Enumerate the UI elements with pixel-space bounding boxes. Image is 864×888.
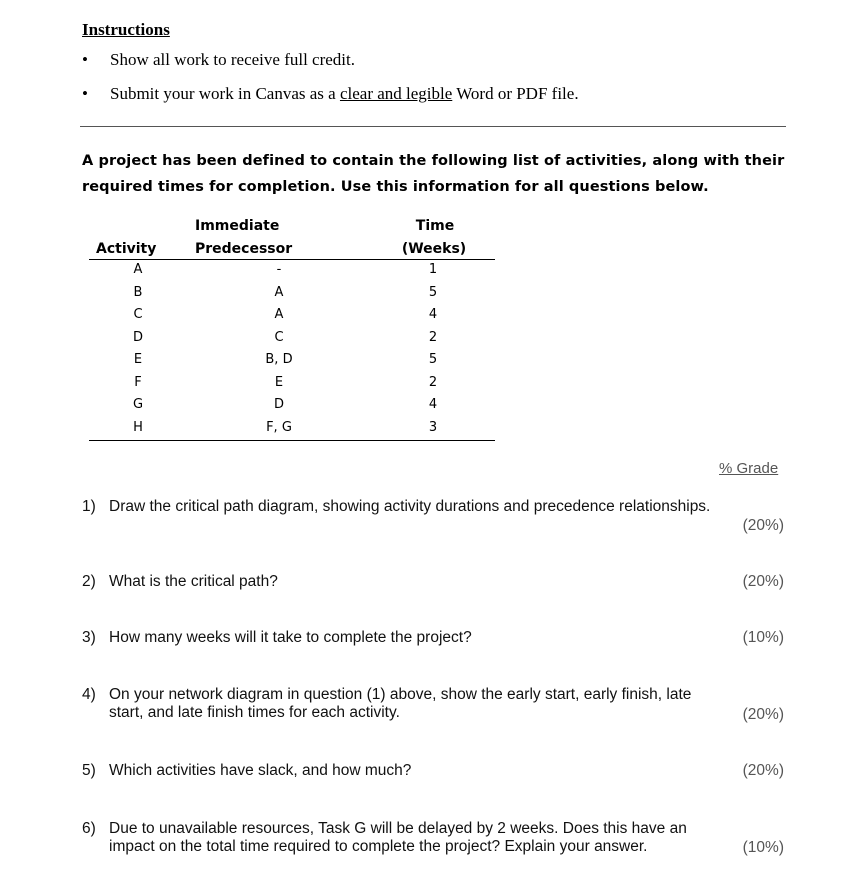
problem-statement: A project has been defined to contain the following list of activities, along with their required times for completion. Use this information for all questions below. [82,153,785,195]
instructions-heading: Instructions [82,20,170,39]
predecessor-cell: A [274,285,284,300]
activity-cell: D [132,330,143,345]
bullet-icon: • [82,84,88,103]
time-cell: 5 [428,285,438,300]
time-header-line2: (Weeks) [401,241,467,257]
time-cell: 2 [428,330,438,345]
section-divider [80,126,786,127]
bullet-icon: • [82,50,88,69]
instruction-text-pre: Submit your work in Canvas as a [110,84,340,103]
predecessor-header-line1: Immediate [195,218,280,234]
predecessor-cell: C [274,330,284,345]
activity-cell: H [133,420,143,435]
time-cell: 4 [428,397,438,412]
time-header-line1: Time [415,218,455,234]
time-cell: 1 [428,262,438,277]
question-text: Due to unavailable resources, Task G will be delayed by 2 weeks. Does this have an impact on the total time required to complete the project? Explain your answer. [109,820,687,855]
predecessor-header-line2: Predecessor [195,241,293,257]
table-header-rule [89,259,495,260]
predecessor-cell: F, G [266,420,292,435]
time-cell: 4 [428,307,438,322]
predecessor-cell: A [274,307,284,322]
predecessor-cell: - [276,262,282,277]
question-number: 2) [82,573,96,590]
activity-cell: C [133,307,143,322]
question-text: On your network diagram in question (1) above, show the early start, early finish, late start, and late finish times for each activity. [109,686,692,721]
question-grade-weight: (10%) [742,839,784,856]
grade-column-header: % Grade [719,460,779,477]
activity-cell: B [133,285,143,300]
time-cell: 5 [428,352,438,367]
activity-cell: F [134,375,142,390]
activity-cell: A [133,262,143,277]
table-bottom-rule [89,440,495,441]
question-grade-weight: (20%) [742,762,784,779]
question-text: Draw the critical path diagram, showing activity durations and precedence relationships. [109,498,711,515]
activity-cell: E [133,352,143,367]
instruction-text-post: Word or PDF file. [452,84,579,103]
question-number: 5) [82,762,96,779]
time-cell: 3 [428,420,438,435]
question-number: 6) [82,820,96,837]
instruction-text [110,84,579,104]
activity-cell: G [132,397,144,412]
instruction-text: Show all work to receive full credit. [110,50,356,69]
predecessor-cell: E [274,375,284,390]
question-text: Which activities have slack, and how much? [109,762,412,779]
predecessor-cell: B, D [265,352,293,367]
question-number: 4) [82,686,96,703]
instruction-text-emphasis: clear and legible [339,84,453,103]
time-cell: 2 [428,375,438,390]
question-grade-weight: (10%) [742,629,784,646]
question-text: What is the critical path? [109,573,278,590]
question-number: 1) [82,498,96,515]
predecessor-cell: D [273,397,284,412]
activity-header: Activity [96,241,157,257]
question-grade-weight: (20%) [742,706,784,723]
question-grade-weight: (20%) [742,517,784,534]
question-grade-weight: (20%) [742,573,784,590]
question-text: How many weeks will it take to complete the project? [109,629,472,646]
question-number: 3) [82,629,96,646]
